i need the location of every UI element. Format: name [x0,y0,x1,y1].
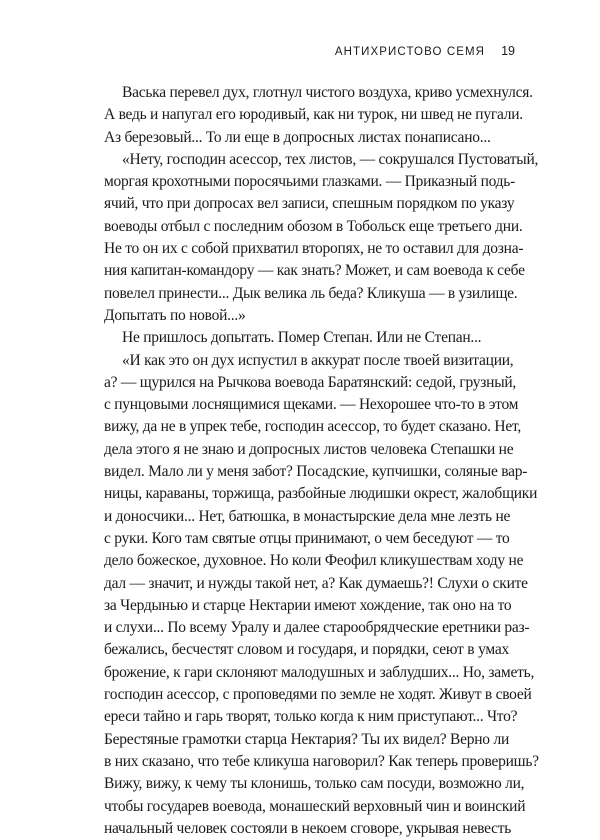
text-line: повелел принести... Дык велика ль беда? Кликуша — в узилище. [104,284,518,302]
text-line: в них сказано, что тебе кликуша наговорил? Как теперь проверишь? [104,752,539,770]
text-line: Не пришлось допытать. Помер Степан. Или не Степан... [122,329,482,347]
body-text [104,82,539,840]
text-line: Допытать по новой...» [104,306,246,324]
text-line: с пунцовыми лоснящимися щеками. — Нехорошее что-то в этом [104,396,519,414]
text-line: с руки. Кого там святые отцы принимают, о чем беседуют — то [104,529,510,547]
text-line: Не то он их с собой прихватил второпях, не то оставил для дозна- [104,240,524,258]
text-line: вижу, да не в упрек тебе, господин асессор, то будет сказано. Нет, [104,418,521,436]
running-header [335,44,515,58]
text-line: Берестяные грамотки старца Нектария? Ты их видел? Верно ли [104,730,509,748]
text-line: «И как это он дух испустил в аккурат после твоей визитации, [122,351,514,369]
text-line: А ведь и напугал его юродивый, как ни турок, ни швед не пугали. [104,106,523,124]
text-line: ницы, караваны, торжища, разбойные людишки окрест, жалобщики [104,485,538,503]
text-line: бежались, бесчестят словом и государя, и порядки, сеют в умах [104,641,509,659]
text-line: чтобы государев воевода, монашеский верховный чин и воинский [104,797,526,815]
text-line: за Чердынью и старце Нектарии имеют хождение, так оно на то [104,596,512,614]
text-line: воеводы отбыл с последним обозом в Тобольск еще третьего дни. [104,217,523,235]
text-line: видел. Мало ли у меня забот? Посадские, купчишки, соляные вар- [104,463,528,481]
text-line: начальный человек состояли в некоем сговоре, укрывая невесть [104,819,512,837]
text-line: ния капитан-командору — как знать? Может, и сам воевода к себе [104,262,525,280]
text-line: а? — щурился на Рычкова воевода Баратянский: седой, грузный, [104,373,517,391]
text-line: дела этого я не знаю и допросных листов человека Степашки не [104,440,514,458]
text-line: Аз березовый... То ли еще в допросных листах понаписано... [104,128,491,146]
text-line: моргая крохотными поросячьими глазками. — Приказный подь- [104,173,516,191]
text-line: «Нету, господин асессор, тех листов, — сокрушался Пустоватый, [122,150,539,168]
text-line: господин асессор, с проповедями по земле не ходят. Живут в своей [104,686,532,704]
text-line: брожение, к гари склоняют малодушных и заблудших... Но, заметь, [104,663,535,681]
text-line: ереси тайно и гарь творят, только когда к ним приступают... Что? [104,708,518,726]
text-line: Вижу, вижу, к чему ты клонишь, только сам посуди, возможно ли, [104,775,525,793]
text-line: дал — значит, и нужды такой нет, а? Как думаешь?! Слухи о ските [104,574,528,592]
text-line: Васька перевел дух, глотнул чистого воздуха, криво усмехнулся. [122,84,533,101]
running-title: АНТИХРИСТОВО СЕМЯ [334,46,486,58]
text-line: дело божеское, духовное. Но коли Феофил кликушествам ходу не [104,552,524,570]
page-number: 19 [501,44,515,58]
text-line: и доносчики... Нет, батюшка, в монастырские дела мне лезть не [104,507,511,525]
text-line: и слухи... По всему Уралу и далее старообрядческие еретники раз- [104,619,530,637]
text-line: ячий, что при допросах вел записи, спешным порядком по указу [104,195,515,213]
